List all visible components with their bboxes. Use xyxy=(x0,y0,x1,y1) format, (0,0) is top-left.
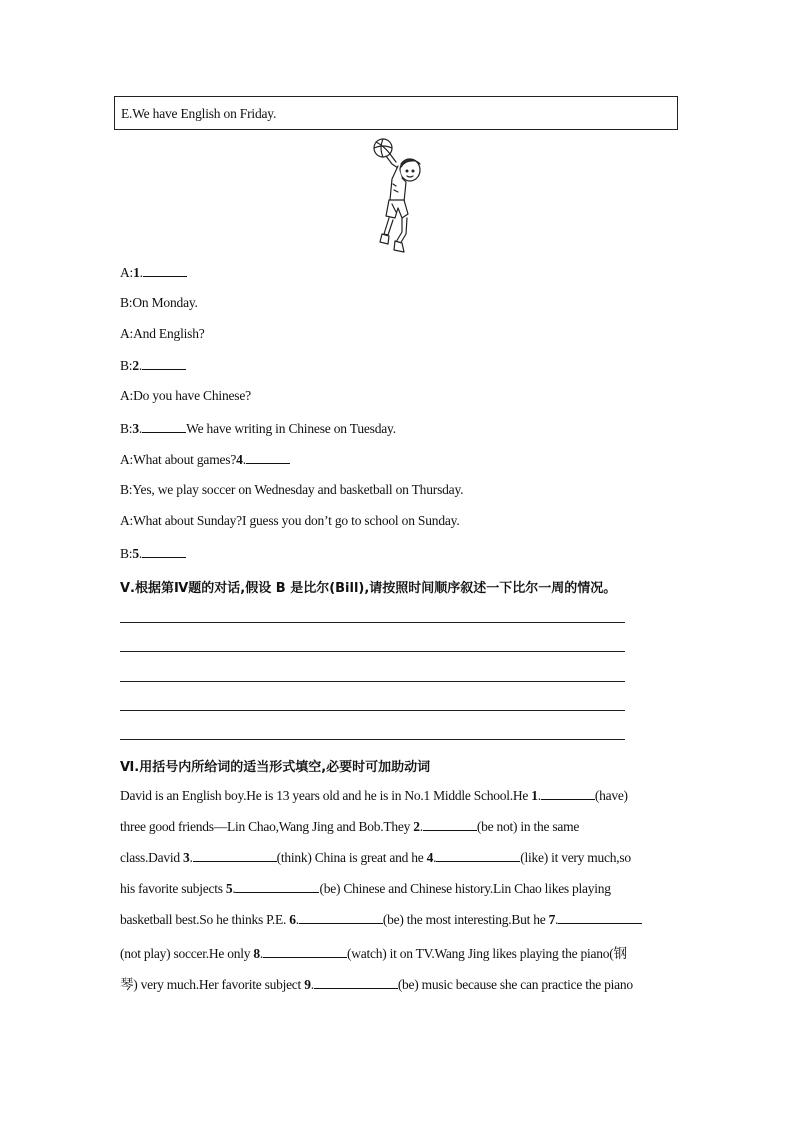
dialogue-line-9: A:What about Sunday?I guess you don’t go to school on Sunday. xyxy=(120,513,460,528)
fill-blank-4[interactable] xyxy=(436,849,520,862)
dialogue-line-6: B:3. We have writing in Chinese on Tuesday. xyxy=(120,421,396,436)
option-box xyxy=(114,96,678,130)
passage-line-3: class.David 3. (think) China is great and he 4. (like) it very much,so xyxy=(120,850,631,865)
passage-line-6: (not play) soccer.He only 8. (watch) it on TV.Wang Jing likes playing the piano(钢 xyxy=(120,946,627,961)
writing-line[interactable] xyxy=(120,710,625,711)
dialogue-line-10: B:5. xyxy=(120,545,186,562)
writing-line[interactable] xyxy=(120,739,625,740)
passage-line-7: 琴) very much.Her favorite subject 9. (be) music because she can practice the piano xyxy=(120,977,633,992)
fill-blank-3[interactable] xyxy=(193,849,277,862)
passage-line-5: basketball best.So he thinks P.E. 6. (be) the most interesting.But he 7. xyxy=(120,911,642,928)
option-e-text: E.We have English on Friday. xyxy=(121,106,277,121)
passage-line-1: David is an English boy.He is 13 years old and he is in No.1 Middle School.He 1. (have) xyxy=(120,788,628,803)
dialogue-line-8: B:Yes, we play soccer on Wednesday and basketball on Thursday. xyxy=(120,482,464,497)
section-5-heading: Ⅴ.根据第Ⅳ题的对话,假设 B 是比尔(Bill),请按照时间顺序叙述一下比尔一周的情况。 xyxy=(120,581,617,596)
answer-blank-1[interactable] xyxy=(143,264,187,277)
dialogue-line-1: A:1. xyxy=(120,264,187,281)
writing-line[interactable] xyxy=(120,651,625,652)
passage-line-4: his favorite subjects 5. (be) Chinese and Chinese history.Lin Chao likes playing xyxy=(120,881,611,896)
dialogue-line-4: B:2. xyxy=(120,357,186,374)
basketball-player-icon xyxy=(362,134,432,256)
fill-blank-2[interactable] xyxy=(423,818,477,831)
answer-blank-5[interactable] xyxy=(142,545,186,558)
dialogue-line-2: B:On Monday. xyxy=(120,295,198,310)
fill-blank-9[interactable] xyxy=(314,976,398,989)
dialogue-line-3: A:And English? xyxy=(120,326,205,341)
answer-blank-3[interactable] xyxy=(142,420,186,433)
fill-blank-7[interactable] xyxy=(558,911,642,924)
fill-blank-1[interactable] xyxy=(541,787,595,800)
dialogue-line-5: A:Do you have Chinese? xyxy=(120,388,251,403)
writing-line[interactable] xyxy=(120,681,625,682)
answer-blank-4[interactable] xyxy=(246,451,290,464)
fill-blank-8[interactable] xyxy=(263,945,347,958)
fill-blank-6[interactable] xyxy=(299,911,383,924)
section-6-heading: Ⅵ.用括号内所给词的适当形式填空,必要时可加助动词 xyxy=(120,760,431,775)
fill-blank-5[interactable] xyxy=(235,880,319,893)
passage-line-2: three good friends—Lin Chao,Wang Jing and Bob.They 2. (be not) in the same xyxy=(120,819,580,834)
dialogue-line-7: A:What about games?4. xyxy=(120,451,290,468)
writing-line[interactable] xyxy=(120,622,625,623)
answer-blank-2[interactable] xyxy=(142,357,186,370)
